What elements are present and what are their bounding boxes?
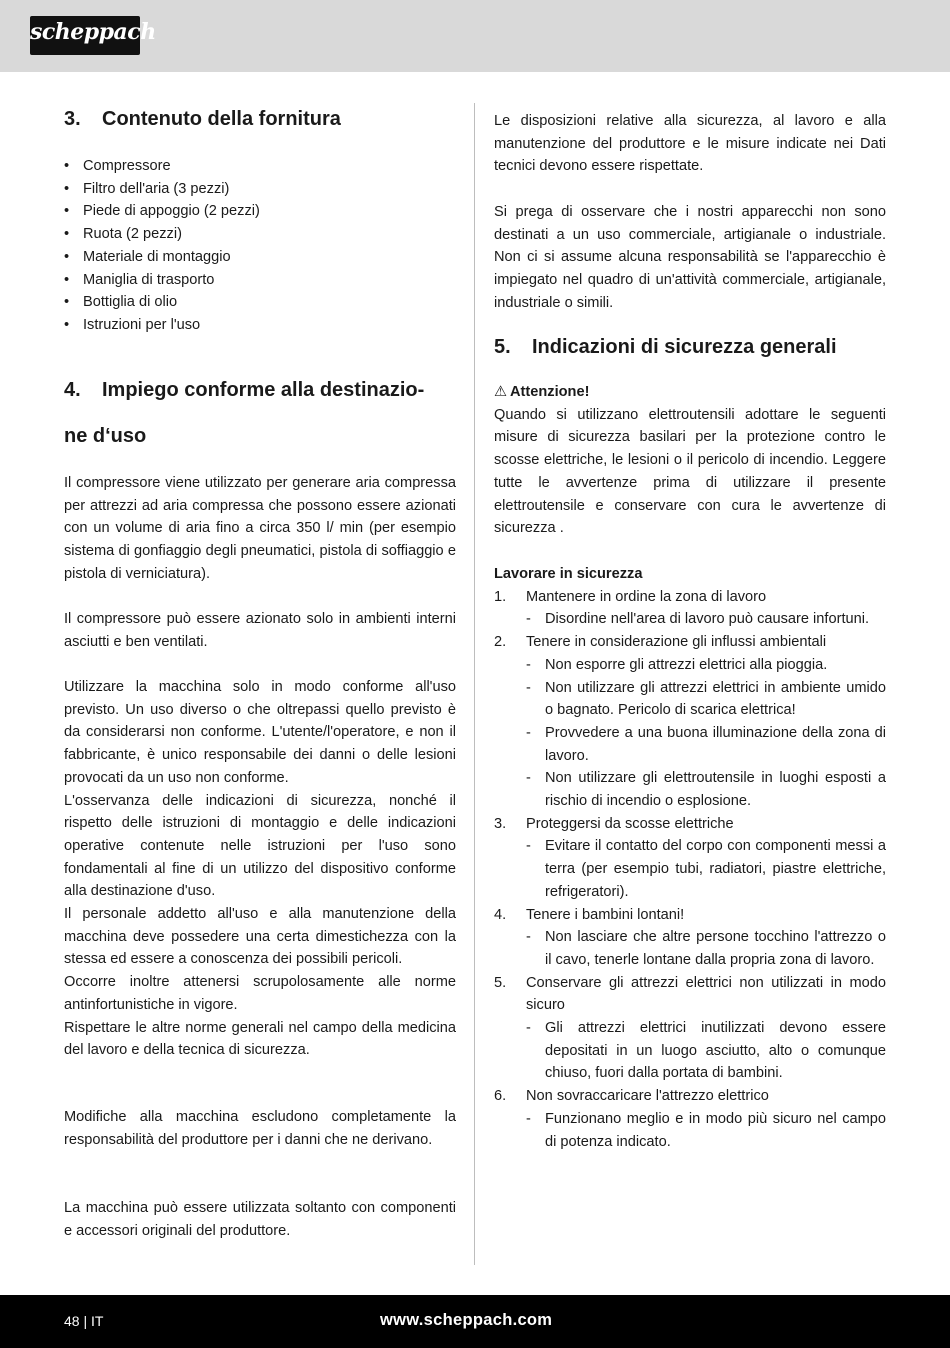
page-number: 48 | IT bbox=[64, 1313, 104, 1329]
paragraph: La macchina può essere utilizzata soltanto con componenti e accessori originali del produttore. bbox=[64, 1200, 456, 1239]
safety-subitem: - Non esporre gli attrezzi elettrici alla pioggia. bbox=[526, 654, 886, 677]
safety-subitem: - Gli attrezzi elettrici inutilizzati devono essere depositati in un luogo asciutto, alto o comunque chiuso, fuori dalla portata di bambini. bbox=[526, 1017, 886, 1085]
safety-subitem: - Funzionano meglio e in modo più sicuro nel campo di potenza indicato. bbox=[526, 1108, 886, 1153]
section-5-title: Indicazioni di sicurezza generali bbox=[532, 336, 837, 358]
safety-subitem: - Non utilizzare gli elettroutensile in luoghi esposti a rischio di incendio o esplosione. bbox=[526, 767, 886, 812]
section-4-title-line1: Impiego conforme alla destinazio- bbox=[102, 379, 425, 401]
safety-subitem: - Provvedere a una buona illuminazione della zona di lavoro. bbox=[526, 722, 886, 767]
safety-sublist bbox=[526, 1108, 886, 1153]
paragraph: L'osservanza delle indicazioni di sicurezza, nonché il rispetto delle istruzioni di montaggio e delle indicazioni operative contenute nelle istruzioni per l'uso sono fondamentali al fine di un utilizzo del dispositivo conforme alla destinazione d'uso. bbox=[64, 792, 456, 900]
paragraph: Il compressore viene utilizzato per generare aria compressa per attrezzi ad aria compressa che possono essere azionati con un volume di aria fino a circa 350 l/ min (per esempio sistema di gonfiaggio degli pneumatici, pistola di soffiaggio e pistola di verniciatura). bbox=[64, 475, 456, 582]
warning-intro: Quando si utilizzano elettroutensili adottare le seguenti misure di sicurezza basilari per la protezione contro le scosse elettriche, le lesioni o il pericolo di incendio. Leggere tutte le avvertenze prima di utilizzare il presente elettroutensile e conservare con cura le avvertenze di sicurezza . bbox=[494, 406, 886, 537]
logo-text: scheppach bbox=[30, 19, 156, 45]
safety-item-text: Tenere in considerazione gli influssi ambientali bbox=[526, 634, 827, 651]
paragraph: Le disposizioni relative alla sicurezza, al lavoro e alla manutenzione del produttore e le misure indicate nei Dati tecnici devono essere rispettate. bbox=[494, 113, 886, 175]
safety-item-text: Conservare gli attrezzi elettrici non utilizzati in modo sicuro bbox=[526, 974, 886, 1014]
warning-label: Attenzione! bbox=[510, 384, 590, 400]
list-item: • Maniglia di trasporto bbox=[64, 269, 456, 292]
list-item: • Bottiglia di olio bbox=[64, 291, 456, 314]
safety-sublist bbox=[526, 926, 886, 971]
safety-item-number: 2. bbox=[494, 634, 507, 651]
safety-item-text: Tenere i bambini lontani! bbox=[526, 906, 685, 923]
paragraph: Rispettare le altre norme generali nel campo della medicina del lavoro e della tecnica di sicurezza. bbox=[64, 1019, 456, 1059]
safety-item-number: 6. bbox=[494, 1088, 507, 1105]
paragraph: Si prega di osservare che i nostri apparecchi non sono destinati a un uso commerciale, artigianale o industriale. Non ci si assume alcuna responsabilità se l'apparecchio è impiegato nel quadro di un'attività commerciale, artigianale, industriale o simili. bbox=[494, 204, 886, 311]
safety-sublist bbox=[526, 654, 886, 813]
safety-item bbox=[494, 904, 886, 972]
safety-item bbox=[494, 813, 886, 904]
column-divider bbox=[474, 103, 475, 1265]
safety-item-text: Mantenere in ordine la zona di lavoro bbox=[526, 588, 767, 605]
safety-item bbox=[494, 1085, 886, 1153]
safety-subitem: - Disordine nell'area di lavoro può causare infortuni. bbox=[526, 608, 886, 631]
scheppach-logo bbox=[30, 16, 156, 55]
warning-triangle-icon: ⚠ bbox=[494, 384, 508, 400]
safety-item-number: 1. bbox=[494, 588, 507, 605]
warning-block bbox=[494, 381, 886, 540]
safety-item-text: Proteggersi da scosse elettriche bbox=[526, 815, 734, 832]
section-5-heading: 5. Indicazioni di sicurezza generali bbox=[494, 336, 837, 358]
safety-subitem: - Non lasciare che altre persone tocchino l'attrezzo o il cavo, tenerle lontane dalla propria zona di lavoro. bbox=[526, 926, 886, 971]
warning-heading bbox=[494, 381, 886, 404]
safety-list-block bbox=[494, 563, 886, 1153]
page-footer bbox=[0, 1295, 950, 1348]
safety-subitem: - Evitare il contatto del corpo con componenti messi a terra (per esempio tubi, radiatori, piastre elettriche, refrigeratori). bbox=[526, 835, 886, 903]
paragraph: Modifiche alla macchina escludono completamente la responsabilità del produttore per i danni che ne derivano. bbox=[64, 1109, 456, 1148]
safety-list bbox=[494, 586, 886, 1154]
section-3-title: Contenuto della fornitura bbox=[102, 108, 341, 130]
usage-paragraphs bbox=[64, 676, 456, 1062]
section-4-title-line2: ne d‘uso bbox=[64, 425, 147, 447]
page-header bbox=[0, 0, 950, 72]
list-item: • Filtro dell'aria (3 pezzi) bbox=[64, 178, 456, 201]
paragraph: Utilizzare la macchina solo in modo conforme all'uso previsto. Un uso diverso o che oltrepassi quello previsto è da considerarsi non conforme. L'utente/l'operatore, e non il fabbricante, è unico responsabile dei danni o delle lesioni provocati da un uso non conforme. bbox=[64, 679, 456, 786]
list-item: • Ruota (2 pezzi) bbox=[64, 223, 456, 246]
safety-item bbox=[494, 972, 886, 1086]
safety-item-number: 3. bbox=[494, 815, 507, 832]
safety-item bbox=[494, 586, 886, 631]
delivery-contents-list bbox=[64, 155, 456, 337]
list-item: • Compressore bbox=[64, 155, 456, 178]
section-3-heading: 3. Contenuto della fornitura bbox=[64, 108, 341, 130]
safety-item-number: 4. bbox=[494, 906, 507, 923]
safety-sublist bbox=[526, 1017, 886, 1085]
safety-subitem: - Non utilizzare gli attrezzi elettrici in ambiente umido o bagnato. Pericolo di scarica elettrica! bbox=[526, 677, 886, 722]
safety-sublist bbox=[526, 835, 886, 903]
safety-subheading: Lavorare in sicurezza bbox=[494, 566, 643, 582]
paragraph: Occorre inoltre attenersi scrupolosamente alle norme antinfortunistiche in vigore. bbox=[64, 974, 456, 1013]
website-url: www.scheppach.com bbox=[380, 1311, 553, 1329]
safety-sublist bbox=[526, 608, 886, 631]
paragraph: Il compressore può essere azionato solo in ambienti interni asciutti e ben ventilati. bbox=[64, 611, 456, 650]
paragraph: Il personale addetto all'uso e alla manutenzione della macchina deve possedere una certa dimestichezza con la stessa ed essere a conoscenza dei possibili pericoli. bbox=[64, 906, 456, 968]
list-item: • Piede di appoggio (2 pezzi) bbox=[64, 200, 456, 223]
safety-item bbox=[494, 631, 886, 813]
language-code: IT bbox=[91, 1313, 104, 1329]
list-item: • Materiale di montaggio bbox=[64, 246, 456, 269]
safety-item-text: Non sovraccaricare l'attrezzo elettrico bbox=[526, 1088, 769, 1105]
list-item: • Istruzioni per l'uso bbox=[64, 314, 456, 337]
safety-item-number: 5. bbox=[494, 974, 507, 991]
section-4-heading: 4. Impiego conforme alla destinazio- ne d‘uso bbox=[64, 367, 456, 459]
